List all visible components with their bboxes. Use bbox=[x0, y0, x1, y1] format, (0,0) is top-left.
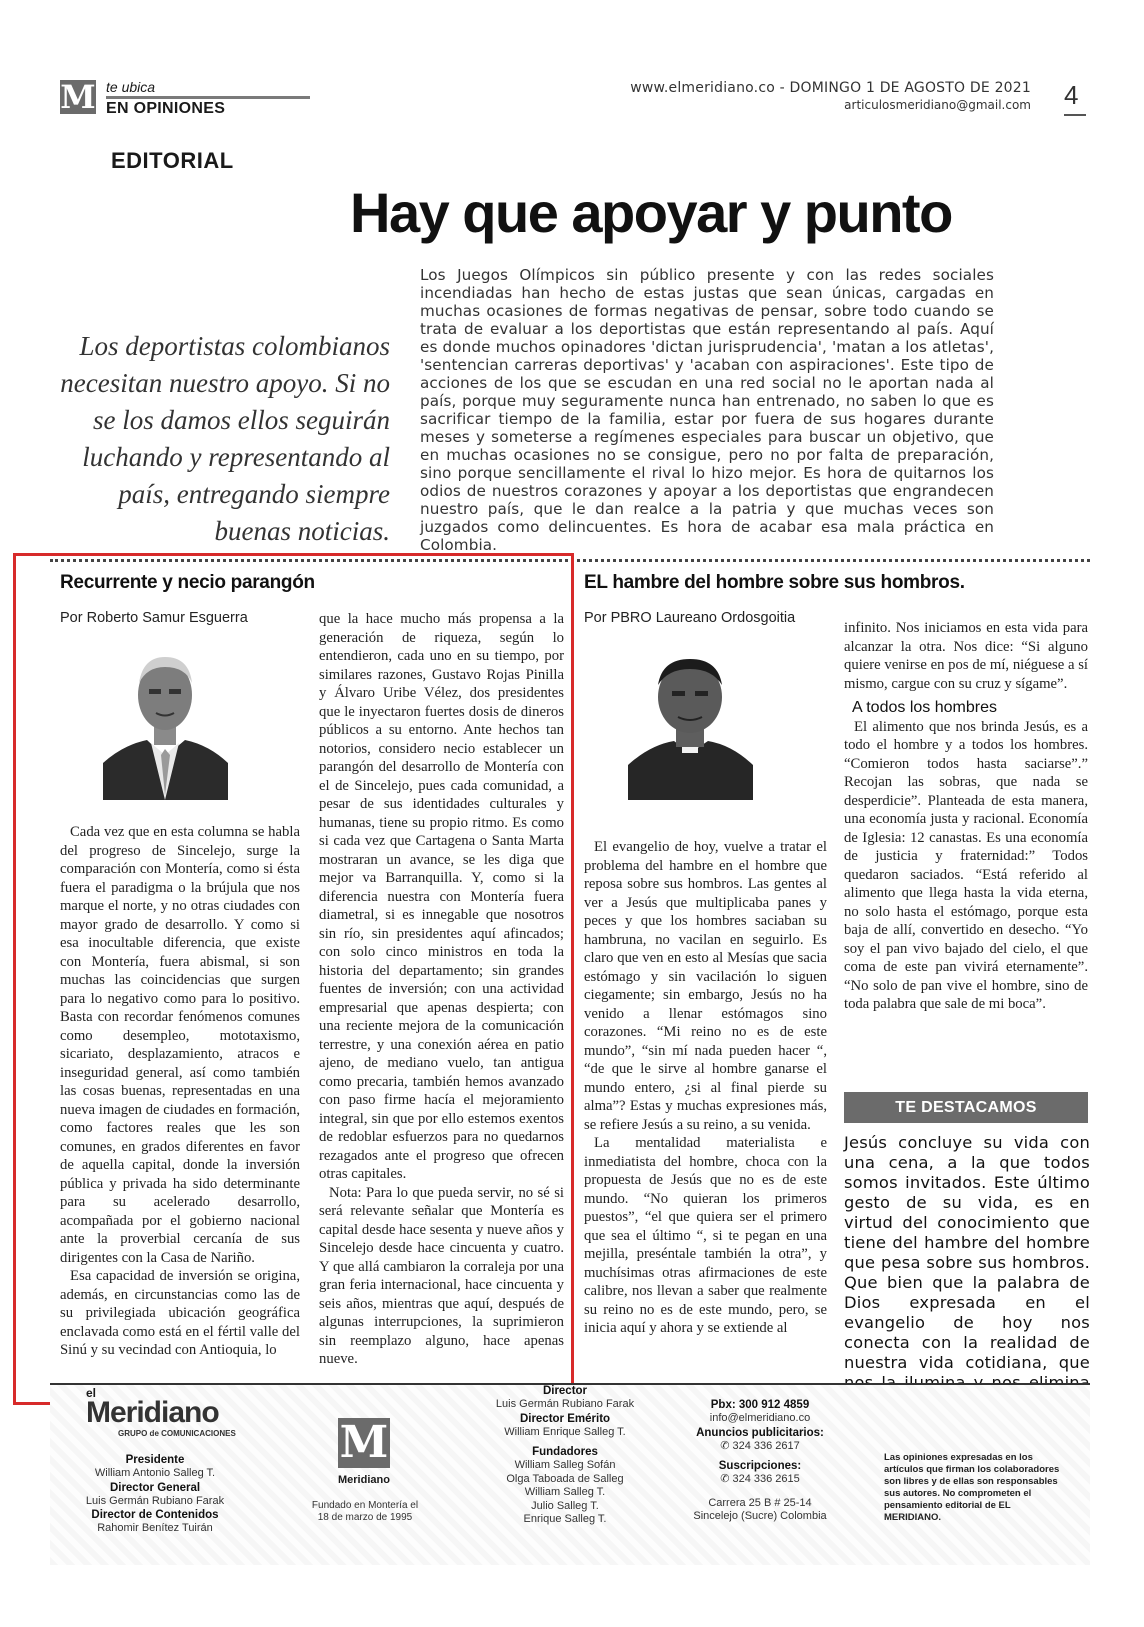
fundador: Olga Taboada de Salleg bbox=[506, 1472, 624, 1485]
editorial-label: EDITORIAL bbox=[111, 148, 234, 173]
meridiano-logo: M bbox=[60, 78, 96, 116]
footer-logo: M bbox=[339, 1417, 389, 1468]
editorial-headline: Hay que apoyar y punto bbox=[350, 181, 952, 244]
article2-column2 bbox=[844, 619, 1088, 1014]
whatsapp-icon: ✆ bbox=[720, 1473, 730, 1485]
fundador: Julio Salleg T. bbox=[531, 1499, 599, 1512]
te-ubica-tagline: te ubica bbox=[106, 79, 156, 95]
direccion: Carrera 25 B # 25-14 bbox=[708, 1496, 812, 1509]
article2-column1 bbox=[584, 838, 827, 1338]
director-contenidos-label: Director de Contenidos bbox=[91, 1509, 219, 1521]
director-emerito-name: William Enrique Salleg T. bbox=[504, 1425, 626, 1438]
article1-paragraph: Nota: Para lo que pueda servir, no sé si será relevante señalar que Montería es capital desde hace sesenta y nueve años y Sincelejo desde hace cincuenta y cuatro. Y que allá cambiaron la corraleja por una gran feria internacional, hace cincuenta y seis años, mientras que aquí, después de algunas interrupciones, la suprimieron sin reemplazo alguno, hace apenas nueve. bbox=[319, 1184, 564, 1367]
anuncios-row bbox=[675, 1440, 845, 1454]
footer-brand: Meridiano bbox=[86, 1396, 219, 1429]
author2-photo bbox=[628, 645, 753, 800]
footer-contact bbox=[675, 1398, 845, 1524]
footer-logo-name: Meridiano bbox=[338, 1474, 390, 1486]
page-number: 4 bbox=[1064, 80, 1079, 110]
article2-title: EL hambre del hombre sobre sus hombros. bbox=[584, 572, 965, 593]
presidente-name: William Antonio Salleg T. bbox=[94, 1467, 216, 1479]
fundador: Enrique Salleg T. bbox=[523, 1513, 607, 1525]
anuncios-label: Anuncios publicitarios: bbox=[696, 1426, 824, 1439]
whatsapp-icon: ✆ bbox=[720, 1439, 730, 1452]
article2-paragraph: El alimento que nos brinda Jesús, es a todo el hombre y a todos los hombres. “Comieron todos hasta saciarse”.” Recojan las sobras, que nada se desperdicie”. Planteada de esta manera, una economía justa y racional. Economía de Iglesia: 12 canastas. Es una economía de justicia y fraternidad:” Todos quedaron saciados. “Está referido al alimento que llega hasta la vida eterna, no solo hasta el estómago, porque esta baja de allí, convertido en desecho. “Yo soy el pan vivo bajado del cielo, el que coma de este pan vivirá eternamente”. “No solo de pan vive el hombre, sino de toda palabra que sale de mi boca”. bbox=[844, 718, 1088, 1012]
ciudad: Sincelejo (Sucre) Colombia bbox=[693, 1510, 827, 1522]
director-contenidos-name: Rahomir Benítez Tuirán bbox=[97, 1522, 213, 1534]
director-general-label: Director General bbox=[109, 1481, 201, 1494]
info-email: info@elmeridiano.co bbox=[709, 1412, 811, 1424]
article1-paragraph: Esa capacidad de inversión se origina, además, en circunstancias como las de su privilegiada ubicación geográfica enclavada como está en el fértil valle del Sinú y su vecindad con Antioquia, lo bbox=[60, 1268, 300, 1358]
highlight-box bbox=[13, 553, 574, 1405]
article2-paragraph: infinito. Nos iniciamos en esta vida para alcanzar la otra. Nos dice: “Si alguno quiere venirse en pos de mí, niéguese a sí mismo, cargue con su cruz y sígame”. bbox=[844, 620, 1088, 692]
footer-brand-sub: GRUPO de COMUNICACIONES bbox=[118, 1429, 236, 1438]
fundador: William Salleg Sofán bbox=[514, 1459, 616, 1471]
article2-paragraph: El evangelio de hoy, vuelve a tratar el problema del hambre en el hombre que reposa sobre sus hombros. Las gentes al ver a Jesús que multiplicaba panes y peces y que los hombres saciaban su hambruna, no vacilan en seguirlo. Es claro que ven en esto al Mesías que sacia estómago y sin vacilación lo siguen ciegamente; sin embargo, Jesús no ha venido a llenar estómagos sino corazones. “Mi reino no es de este mundo”, “sin mí nada pueden hacer “, “de que le sirve al hombre ganarse el mundo entero, ¿si al final pierde su alma”? Estas y muchas expresiones más, se refiere Jesús a su reino, a su venida. bbox=[584, 839, 827, 1133]
editorial-pullquote: Los deportistas colombianos necesitan nuestro apoyo. Si no se los damos ellos seguirán luchando y representando al país, entregando siempre buenas noticias. bbox=[60, 331, 390, 546]
presidente-label: Presidente bbox=[125, 1454, 185, 1466]
article1-title: Recurrente y necio parangón bbox=[60, 572, 315, 593]
suscripciones-row bbox=[675, 1473, 845, 1487]
suscripciones-phone: 324 336 2615 bbox=[732, 1473, 800, 1485]
suscripciones-label: Suscripciones: bbox=[718, 1460, 802, 1472]
fundadores-label: Fundadores bbox=[532, 1446, 598, 1458]
section-name: EN OPINIONES bbox=[106, 100, 226, 117]
footer-disclaimer: Las opiniones expresadas en los artículos que firman los colaboradores son libres y de ellas son responsables sus autores. No comprometen el pensamiento editorial de EL MERIDIANO. bbox=[884, 1452, 1060, 1523]
article1-paragraph: Cada vez que en esta columna se habla del progreso de Sincelejo, surge la comparación con Montería, como si ésta fuera el paradigma o la brújula que nos marque el norte, y no otras ciudades con mayor grado de desarrollo. Y como si esa inocultable diferencia, que existe con Montería, fuera abismal, si son muchas las coincidencias que surgen para lo negativo como para lo positivo. Basta con recordar fenómenos comunes como desempleo, mototaxismo, sicariato, desplazamiento, atracos e inseguridad general, así como también las cosas buenas, representadas en una nueva imagen de ciudades en formación, como factores reales que les son comunes, en grados diferentes en favor de aquella capital, donde la inversión pública y privada ha sido determinante para su acelerado desarrollo, acompañada por el gobierno nacional ante la proverbial cercanía de sus dirigentes con la Casa de Nariño. bbox=[60, 824, 300, 1266]
footer-directors bbox=[480, 1384, 650, 1527]
footer-executives bbox=[70, 1453, 240, 1536]
pbx: Pbx: 300 912 4859 bbox=[710, 1399, 810, 1411]
article2-byline: Por PBRO Laureano Ordosgoitia bbox=[584, 610, 796, 626]
article1-byline: Por Roberto Samur Esguerra bbox=[60, 610, 248, 626]
dateline: www.elmeridiano.co - DOMINGO 1 DE AGOSTO DE 2021 bbox=[630, 80, 1031, 96]
fundador: William Salleg T. bbox=[524, 1486, 606, 1498]
article2-paragraph: La mentalidad materialista e inmediatista del hombre, choca con la propuesta de Jesús que no es de este mundo. “No quieran los primeros puestos”, “el que quiera ser el primero que sea el último “, si te pegan en una mejilla, preséntale también la otra”, y muchísimas otras afirmaciones de este calibre, nos llevan a saber que realmente su reino no es de este mundo, pero, se inicia aquí y ahora y se extiende al bbox=[584, 1135, 827, 1336]
article1-paragraph: que la hace mucho más propensa a la generación de riqueza, según lo entendieron, cada uno en su tiempo, por similares razones, Gustavo Rojas Pinilla y Álvaro Uribe Vélez, dos presidentes que le inyectaron fuertes dosis de dineros públicos a su entorno. Ante hechos tan notorios, considero necio establecer un parangón del desarrollo de Montería con el de Sincelejo, pues cada comunidad, a pesar de sus identidades culturales y humanas, tiene su propio ritmo. Es como si cada vez que Cartagena o Santa Marta mostraran un avance, se les diga que mejor va Barranquilla. Y, como si la diferencia nuestra con Montería fuera diametral, si es innegable que nosotros sin río, sin presidentes aquí afincados; con solo cinco ministros en toda la historia del departamento; sin grandes fuentes de inversión; con una actividad empresarial que apenas despierta; con una reciente mejora de la comunicación terrestre, y una conexión aérea en patio ajeno, de mediano vuelo, tan antigua como precaria, también hemos avanzado con paso firme hacía el mejoramiento integral, sin que por ello estemos exentos de redoblar esfuerzos para no quedarnos rezagados ante el progreso que ofrecen otras capitales. bbox=[319, 611, 564, 1182]
header-email: articulosmeridiano@gmail.com bbox=[844, 98, 1031, 112]
te-destacamos-text: Jesús concluye su vida con una cena, a la que todos somos invitados. Este último gesto de su vida, es en virtud del conocimiento que tiene del hambre del hombre que pesa sobre sus hombros. Que bien que la palabra de Dios expresada en el evangelio de hoy nos conecta con la realidad de nuestra vida cotidiana, que bbox=[844, 1133, 1090, 1372]
editorial-body: Los Juegos Olímpicos sin público presente y con las redes sociales incendiadas han hecho de estas justas que sean únicas, cargadas en muchas ocasiones de formas negativas de pensar, sobre todo cuando se trata de evaluar a los deportistas que están representando al país. Aquí es donde muchos opinadores 'dictan jurisprudencia', 'matan a los atletas', 'sentencian carreras deportivas' y 'acaban con aspiraciones'. Este tipo de acciones de los que se escudan en una red social no le aportan nada al país, porque muy seguramente nunca han entrenado, no saben lo que es sacrificar tiempo de la familia, estar por fuera de sus hogares durante meses y someterse a regímenes especiales para buscar un objetivo, que en muchas ocasiones no se consigue, pero no por falta de preparación, sino porque sencillamente el rival lo hizo mejor. Es hora de quitarnos los odios de nuestros corazones y apoyar a los deportistas que engrandecen nuestro país, que le dan realce a la patria y que muchas veces son juzgados como delincuentes. Es hora de acabar esa mala práctica en Colombia. bbox=[420, 266, 994, 554]
director-name: Luis Germán Rubiano Farak bbox=[495, 1398, 635, 1410]
page-number-rule bbox=[1064, 114, 1086, 116]
article2-subhead: A todos los hombres bbox=[852, 699, 997, 716]
fundado-text: Fundado en Montería el 18 de marzo de 1995 bbox=[311, 1500, 419, 1523]
director-general-name: Luis Germán Rubiano Farak bbox=[85, 1494, 225, 1507]
header-rule bbox=[106, 96, 310, 99]
director-label: Director bbox=[542, 1385, 588, 1397]
footer-brand-el: el bbox=[86, 1386, 97, 1400]
anuncios-phone: 324 336 2617 bbox=[732, 1439, 800, 1452]
director-emerito-label: Director Emérito bbox=[519, 1412, 611, 1425]
te-destacamos-label: TE DESTACAMOS bbox=[844, 1092, 1088, 1123]
